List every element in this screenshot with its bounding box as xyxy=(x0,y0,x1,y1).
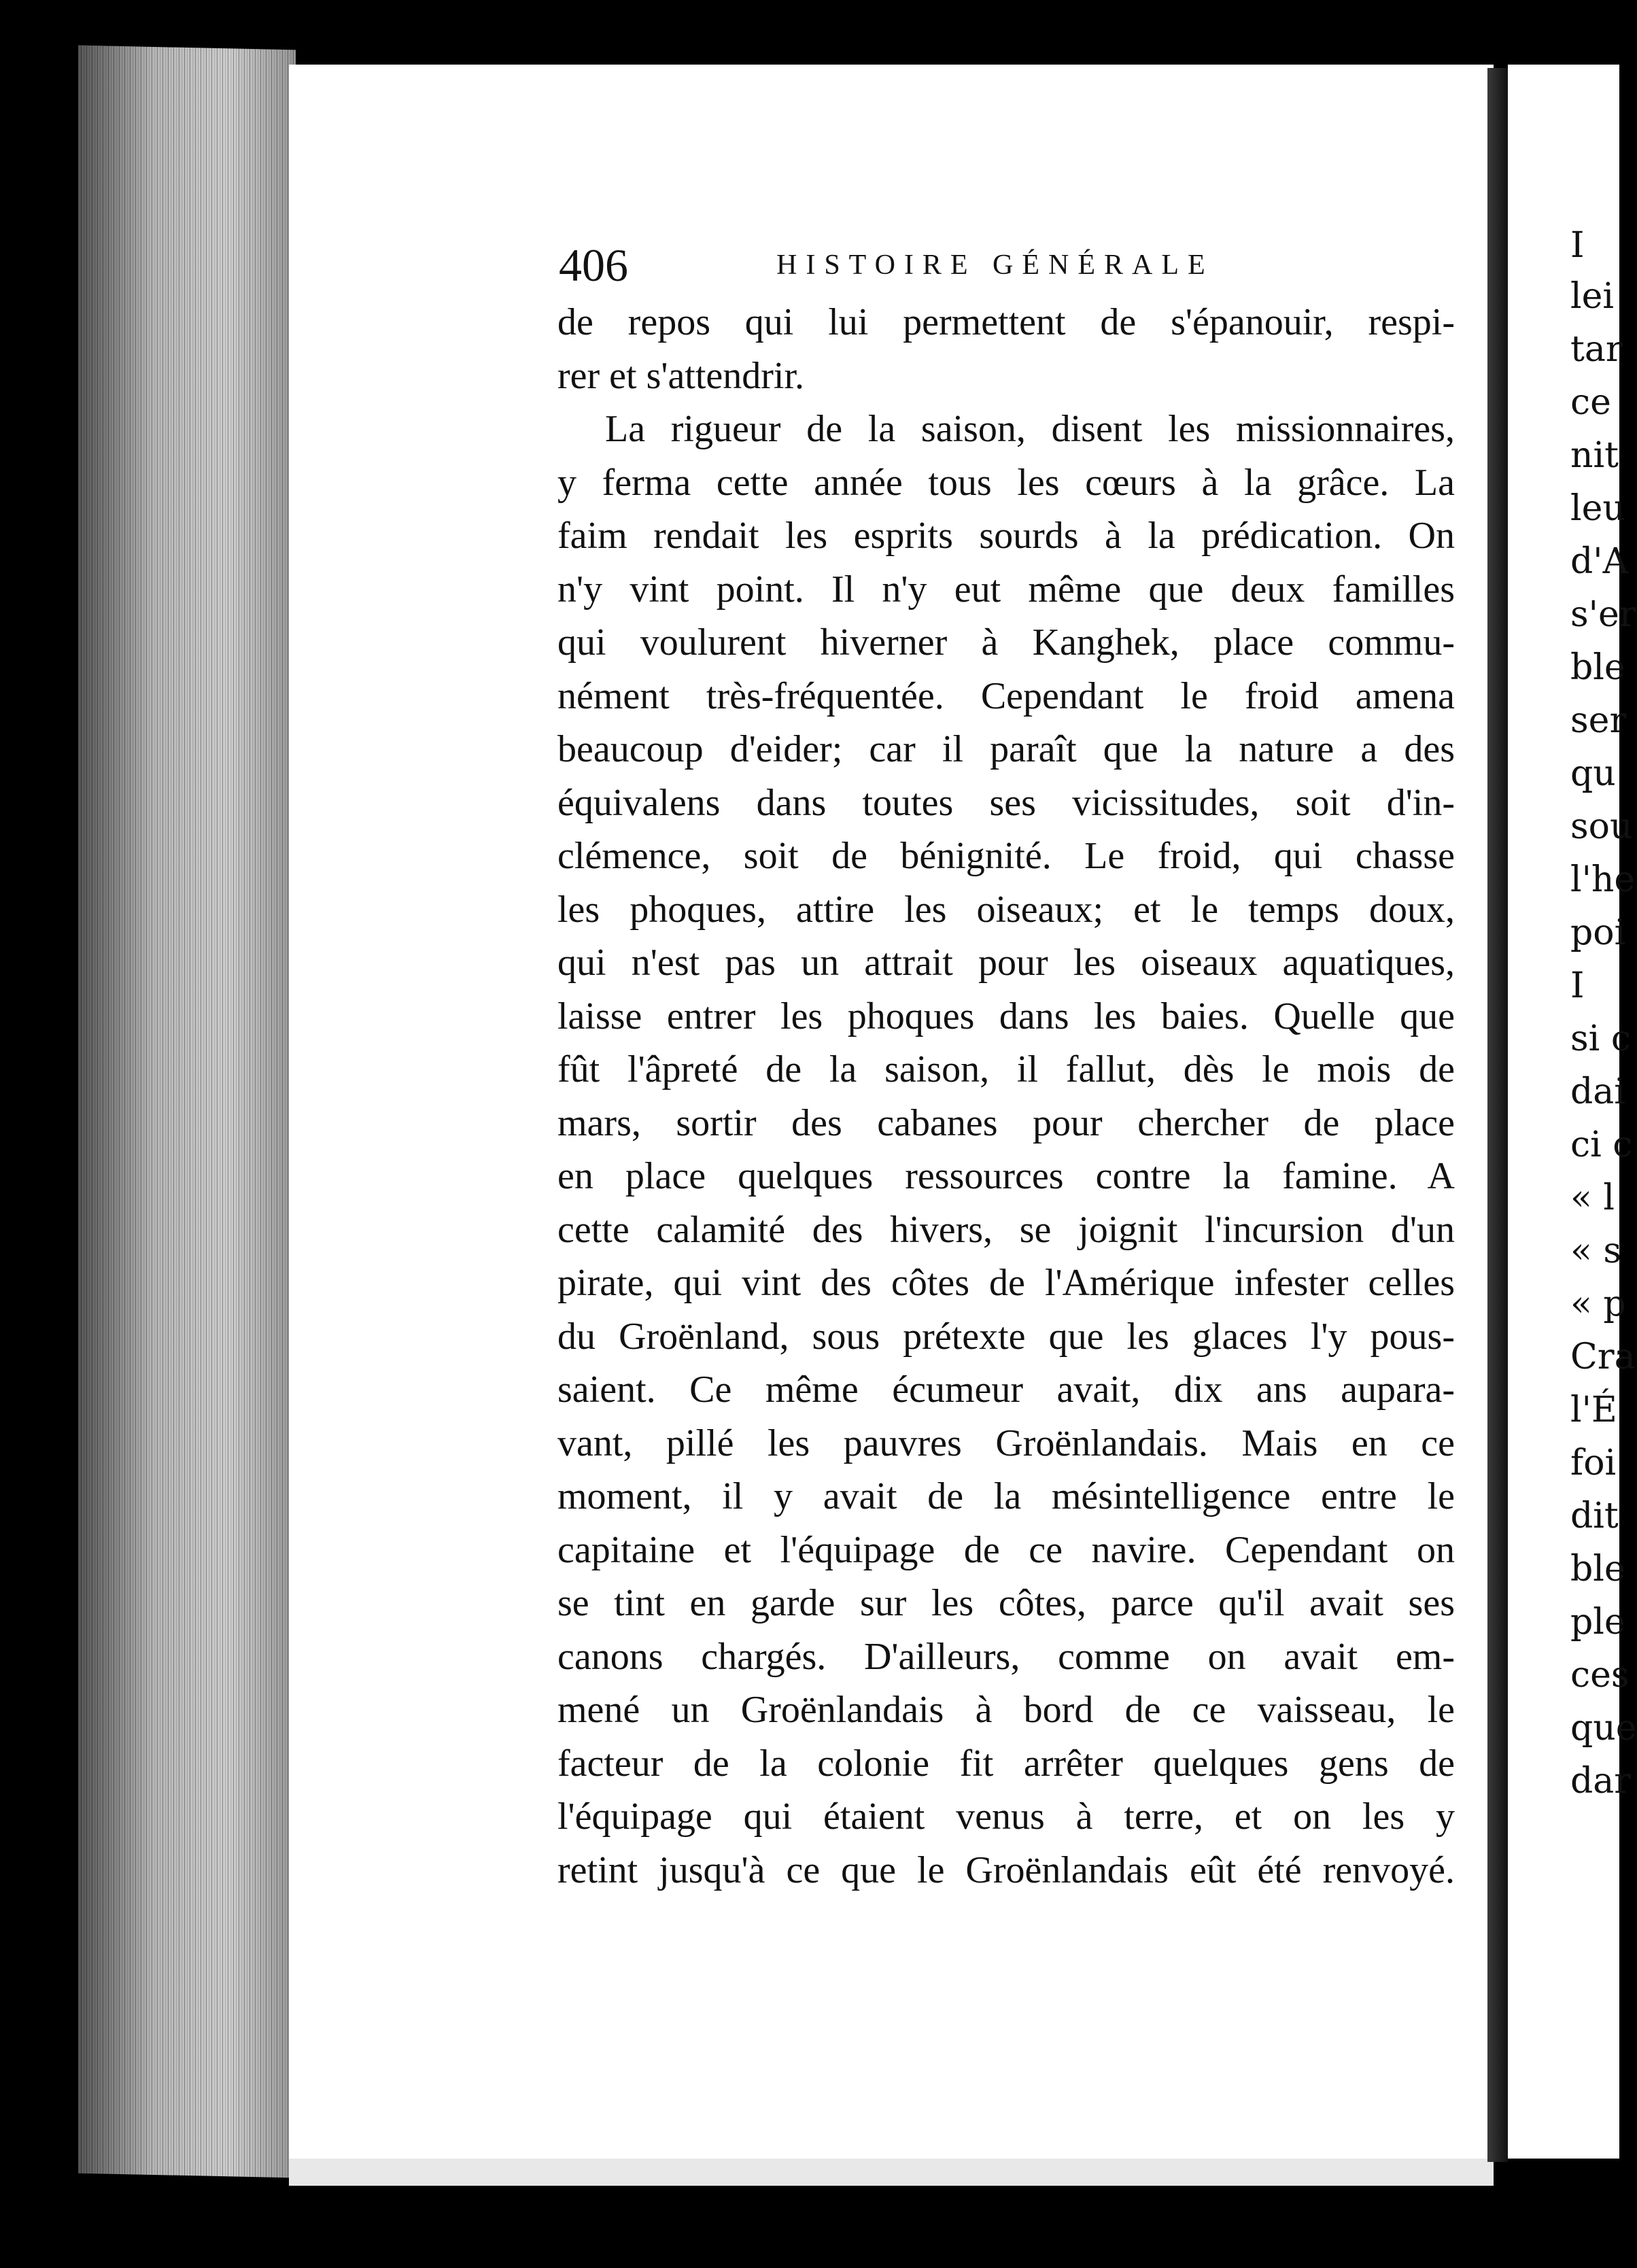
text-line: fût l'âpreté de la saison, il fallut, dès le mois de xyxy=(557,1048,1455,1090)
text-line: rer et s'attendrir. xyxy=(557,354,805,397)
facing-page-fragment: ble xyxy=(1570,1549,1625,1590)
facing-page-fragment: tar xyxy=(1570,329,1623,370)
text-line: qui voulurent hiverner à Kanghek, place commu- xyxy=(557,621,1455,664)
facing-page-fragment: Cra xyxy=(1570,1337,1636,1377)
facing-page-fragment: dar xyxy=(1570,1761,1632,1802)
running-header-title: HISTOIRE GÉNÉRALE xyxy=(776,250,1214,281)
facing-page-fragment: d'A xyxy=(1570,541,1629,582)
text-line: La rigueur de la saison, disent les missionnaires, xyxy=(605,408,1455,450)
facing-page-fragment: dai xyxy=(1570,1071,1625,1112)
text-line: mars, sortir des cabanes pour chercher de place xyxy=(557,1101,1455,1144)
text-line: pirate, qui vint des côtes de l'Amérique infester celles xyxy=(557,1262,1455,1304)
text-line: les phoques, attire les oiseaux; et le temps doux, xyxy=(557,888,1455,931)
facing-page-fragment: « s xyxy=(1570,1231,1622,1271)
book-gutter xyxy=(1487,68,1508,2162)
text-line: clémence, soit de bénignité. Le froid, qui chasse xyxy=(557,835,1455,877)
facing-page-fragment: ble xyxy=(1570,647,1625,688)
facing-page-fragment: ser xyxy=(1570,700,1627,741)
facing-page-fragment: que xyxy=(1570,1708,1637,1749)
facing-page-fragment: foi xyxy=(1570,1443,1617,1483)
facing-page-fragment: I xyxy=(1570,965,1585,1006)
facing-page-fragment: lei xyxy=(1570,276,1615,317)
facing-page-fragment: l'he xyxy=(1570,859,1636,900)
text-line: canons chargés. D'ailleurs, comme on avait em- xyxy=(557,1635,1455,1678)
text-line: l'équipage qui étaient venus à terre, et on les y xyxy=(557,1796,1455,1838)
text-line: laisse entrer les phoques dans les baies. Quelle que xyxy=(557,995,1455,1037)
facing-page-fragment: sou xyxy=(1570,806,1633,847)
text-line: cette calamité des hivers, se joignit l'incursion d'un xyxy=(557,1208,1455,1251)
text-line: saient. Ce même écumeur avait, dix ans aupara- xyxy=(557,1369,1455,1411)
facing-page-fragment: I xyxy=(1570,225,1585,266)
facing-page-fragment: s'er xyxy=(1570,594,1636,635)
text-line: du Groënland, sous prétexte que les glaces l'y pous- xyxy=(557,1315,1455,1358)
running-header xyxy=(559,238,1456,292)
text-line: équivalens dans toutes ses vicissitudes, soit d'in- xyxy=(557,781,1455,824)
page-number: 406 xyxy=(559,239,628,291)
facing-page-fragment: ce xyxy=(1570,382,1611,423)
text-line: qui n'est pas un attrait pour les oiseaux aquatiques, xyxy=(557,942,1455,984)
text-line: beaucoup d'eider; car il paraît que la nature a des xyxy=(557,728,1455,770)
facing-page-fragment: poi xyxy=(1570,912,1626,953)
text-line: mené un Groënlandais à bord de ce vaisseau, le xyxy=(557,1689,1455,1731)
text-line: vant, pillé les pauvres Groënlandais. Mais en ce xyxy=(557,1422,1455,1464)
text-line: capitaine et l'équipage de ce navire. Cependant on xyxy=(557,1528,1455,1571)
text-line: n'y vint point. Il n'y eut même que deux familles xyxy=(557,568,1455,611)
facing-page-fragment: « l xyxy=(1570,1178,1615,1218)
text-line: de repos qui lui permettent de s'épanouir, respi- xyxy=(557,301,1455,343)
facing-page-fragment: si c xyxy=(1570,1018,1631,1059)
text-line: faim rendait les esprits sourds à la prédication. On xyxy=(557,515,1455,557)
text-line: y ferma cette année tous les cœurs à la grâce. La xyxy=(557,461,1455,504)
facing-page-fragment: ces xyxy=(1570,1655,1630,1696)
text-line: se tint en garde sur les côtes, parce qu'il avait ses xyxy=(557,1582,1455,1624)
text-line: moment, il y avait de la mésintelligence entre le xyxy=(557,1475,1455,1517)
page-block-edges xyxy=(78,46,296,2178)
facing-page-fragment: nit xyxy=(1570,435,1619,476)
facing-page-fragment: leu xyxy=(1570,488,1625,529)
facing-page-fragment: « p xyxy=(1570,1284,1626,1324)
facing-page-fragment: ple xyxy=(1570,1602,1625,1643)
text-line: facteur de la colonie fit arrêter quelques gens de xyxy=(557,1742,1455,1785)
facing-page-fragment: ci c xyxy=(1570,1124,1633,1165)
page-body-text xyxy=(557,296,1455,1897)
book-page-right-partial xyxy=(1508,65,1637,2159)
facing-page-fragment: qu xyxy=(1570,753,1616,794)
text-line: en place quelques ressources contre la famine. A xyxy=(557,1155,1455,1197)
facing-page-fragment: l'É xyxy=(1570,1390,1617,1430)
facing-page-fragment: dit xyxy=(1570,1496,1619,1536)
text-line: nément très-fréquentée. Cependant le froid amena xyxy=(557,674,1455,717)
text-line: retint jusqu'à ce que le Groënlandais eût été renvoyé. xyxy=(557,1849,1455,1891)
